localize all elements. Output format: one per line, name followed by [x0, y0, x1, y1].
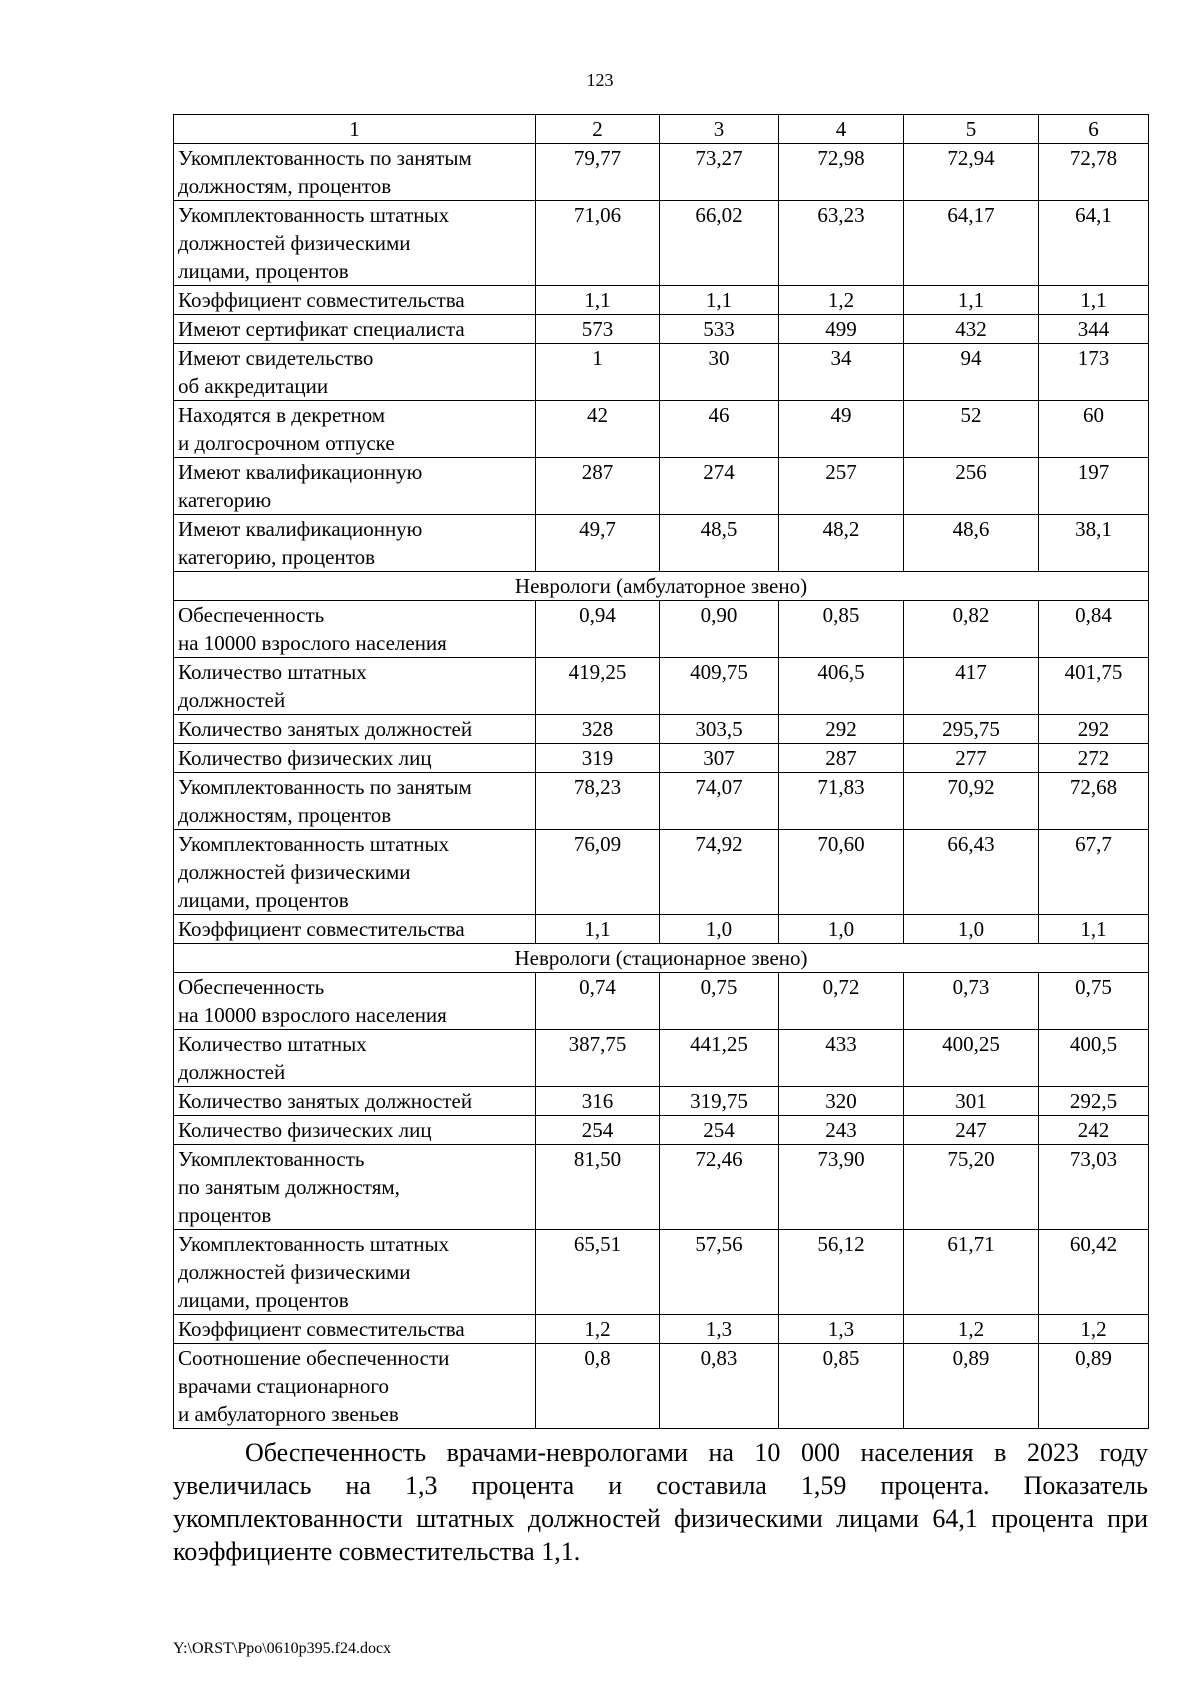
row-label-line: процентов — [178, 1203, 272, 1227]
row-label-line: Имеют свидетельство — [178, 346, 374, 370]
table-row — [174, 401, 1149, 458]
table-cell: 57,56 — [660, 1230, 779, 1315]
row-label — [174, 201, 536, 286]
table-cell: 1,2 — [536, 1315, 660, 1344]
table-cell: 52 — [904, 401, 1039, 458]
table-cell: 303,5 — [660, 715, 779, 744]
table-cell: 441,25 — [660, 1030, 779, 1087]
row-label-line: Количество физических лиц — [178, 1118, 432, 1142]
table-cell: 1,1 — [1039, 915, 1149, 944]
row-label-line: Укомплектованность — [178, 1147, 365, 1171]
table-cell: 0,94 — [536, 601, 660, 658]
table-cell: 0,85 — [779, 1344, 904, 1429]
table-cell: 56,12 — [779, 1230, 904, 1315]
table-cell: 433 — [779, 1030, 904, 1087]
table-cell: 573 — [536, 315, 660, 344]
table-cell: 319,75 — [660, 1087, 779, 1116]
table-cell: 272 — [1039, 744, 1149, 773]
row-label-line: и долгосрочном отпуске — [178, 431, 395, 455]
table-cell: 400,25 — [904, 1030, 1039, 1087]
table-row — [174, 458, 1149, 515]
table-cell: 78,23 — [536, 773, 660, 830]
table-cell: 34 — [779, 344, 904, 401]
table-cell: 72,46 — [660, 1145, 779, 1230]
table-row — [174, 286, 1149, 315]
row-label-line: Обеспеченность — [178, 975, 325, 999]
table-cell: 533 — [660, 315, 779, 344]
table-row — [174, 1315, 1149, 1344]
table-row — [174, 973, 1149, 1030]
row-label-line: Количество занятых должностей — [178, 717, 473, 741]
table-cell: 49 — [779, 401, 904, 458]
section-title: Неврологи (стационарное звено) — [174, 944, 1149, 973]
row-label-line: Количество физических лиц — [178, 746, 432, 770]
table-cell: 320 — [779, 1087, 904, 1116]
row-label-line: Имеют сертификат специалиста — [178, 317, 465, 341]
table-row — [174, 1030, 1149, 1087]
table-cell: 387,75 — [536, 1030, 660, 1087]
table-cell: 499 — [779, 315, 904, 344]
table-cell: 1,1 — [536, 915, 660, 944]
table-cell: 1,2 — [904, 1315, 1039, 1344]
column-header: 3 — [660, 115, 779, 144]
row-label-line: должностям, процентов — [178, 803, 392, 827]
row-label-line: должностей — [178, 1060, 286, 1084]
row-label-line: Коэффициент совместительства — [178, 1317, 465, 1341]
page-number: 123 — [586, 70, 614, 90]
table-cell: 81,50 — [536, 1145, 660, 1230]
table-cell: 70,60 — [779, 830, 904, 915]
column-header: 4 — [779, 115, 904, 144]
table-cell: 419,25 — [536, 658, 660, 715]
table-cell: 287 — [536, 458, 660, 515]
row-label-line: лицами, процентов — [178, 1288, 349, 1312]
table-cell: 307 — [660, 744, 779, 773]
table-cell: 60,42 — [1039, 1230, 1149, 1315]
table-cell: 67,7 — [1039, 830, 1149, 915]
table-cell: 197 — [1039, 458, 1149, 515]
table-cell: 0,83 — [660, 1344, 779, 1429]
table-cell: 1,0 — [779, 915, 904, 944]
table-cell: 94 — [904, 344, 1039, 401]
row-label — [174, 601, 536, 658]
table-cell: 406,5 — [779, 658, 904, 715]
row-label — [174, 1315, 536, 1344]
table-cell: 48,5 — [660, 515, 779, 572]
table-cell: 0,89 — [904, 1344, 1039, 1429]
table-cell: 417 — [904, 658, 1039, 715]
row-label — [174, 744, 536, 773]
table-cell: 400,5 — [1039, 1030, 1149, 1087]
table-row — [174, 773, 1149, 830]
table-cell: 274 — [660, 458, 779, 515]
column-header: 6 — [1039, 115, 1149, 144]
table-row — [174, 658, 1149, 715]
table-cell: 287 — [779, 744, 904, 773]
table-cell: 66,02 — [660, 201, 779, 286]
table-cell: 61,71 — [904, 1230, 1039, 1315]
table-cell: 74,92 — [660, 830, 779, 915]
table-cell: 70,92 — [904, 773, 1039, 830]
row-label — [174, 715, 536, 744]
table-cell: 73,90 — [779, 1145, 904, 1230]
table-cell: 0,75 — [660, 973, 779, 1030]
table-row — [174, 715, 1149, 744]
table-cell: 1,3 — [779, 1315, 904, 1344]
row-label — [174, 658, 536, 715]
table-header-row — [174, 115, 1149, 144]
table-cell: 0,8 — [536, 1344, 660, 1429]
table-cell: 247 — [904, 1116, 1039, 1145]
table-cell: 75,20 — [904, 1145, 1039, 1230]
table-row — [174, 144, 1149, 201]
table-cell: 71,06 — [536, 201, 660, 286]
table-cell: 344 — [1039, 315, 1149, 344]
table-cell: 72,68 — [1039, 773, 1149, 830]
table-row — [174, 601, 1149, 658]
row-label-line: на 10000 взрослого населения — [178, 631, 447, 655]
table-cell: 1,0 — [904, 915, 1039, 944]
table-cell: 1,2 — [779, 286, 904, 315]
table-row — [174, 1145, 1149, 1230]
table-cell: 64,1 — [1039, 201, 1149, 286]
table-cell: 0,89 — [1039, 1344, 1149, 1429]
row-label — [174, 286, 536, 315]
table-cell: 63,23 — [779, 201, 904, 286]
column-header: 1 — [174, 115, 536, 144]
row-label-line: Имеют квалификационную — [178, 517, 423, 541]
table-cell: 0,82 — [904, 601, 1039, 658]
row-label-line: Находятся в декретном — [178, 403, 386, 427]
column-header: 5 — [904, 115, 1039, 144]
row-label-line: должностям, процентов — [178, 174, 392, 198]
table-cell: 301 — [904, 1087, 1039, 1116]
table-row — [174, 201, 1149, 286]
table-cell: 1,2 — [1039, 1315, 1149, 1344]
table-cell: 71,83 — [779, 773, 904, 830]
row-label-line: Количество занятых должностей — [178, 1089, 473, 1113]
table-cell: 1,1 — [904, 286, 1039, 315]
row-label-line: Количество штатных — [178, 1032, 367, 1056]
table-cell: 1,1 — [1039, 286, 1149, 315]
table-cell: 0,90 — [660, 601, 779, 658]
table-cell: 42 — [536, 401, 660, 458]
table-cell: 1,1 — [660, 286, 779, 315]
table-cell: 1,0 — [660, 915, 779, 944]
row-label-line: врачами стационарного — [178, 1374, 389, 1398]
table-cell: 257 — [779, 458, 904, 515]
row-label — [174, 144, 536, 201]
section-row — [174, 944, 1149, 973]
table-cell: 316 — [536, 1087, 660, 1116]
table-cell: 254 — [660, 1116, 779, 1145]
table-cell: 328 — [536, 715, 660, 744]
row-label — [174, 973, 536, 1030]
summary-paragraph: Обеспеченность врачами-неврологами на 10 000 населения в 2023 году увеличилась на 1,3 процента и составила 1,59 процента. Показатель укомплектованности штатных должностей физическими лицами 64,1 процента при коэффициенте совместительства 1,1. — [173, 1438, 1148, 1566]
table-cell: 292 — [779, 715, 904, 744]
table-cell: 72,98 — [779, 144, 904, 201]
table-cell: 0,72 — [779, 973, 904, 1030]
table-cell: 72,94 — [904, 144, 1039, 201]
row-label-line: Обеспеченность — [178, 603, 325, 627]
row-label-line: Соотношение обеспеченности — [178, 1346, 450, 1370]
table-cell: 173 — [1039, 344, 1149, 401]
table-row — [174, 1116, 1149, 1145]
row-label-line: Имеют квалификационную — [178, 460, 423, 484]
table-cell: 254 — [536, 1116, 660, 1145]
table-cell: 46 — [660, 401, 779, 458]
table-cell: 243 — [779, 1116, 904, 1145]
table-cell: 256 — [904, 458, 1039, 515]
table-cell: 0,85 — [779, 601, 904, 658]
row-label-line: должностей физическими — [178, 231, 411, 255]
table-cell: 0,74 — [536, 973, 660, 1030]
table-row — [174, 744, 1149, 773]
row-label — [174, 915, 536, 944]
row-label-line: Укомплектованность штатных — [178, 1232, 450, 1256]
row-label — [174, 773, 536, 830]
table-cell: 1,1 — [536, 286, 660, 315]
table-cell: 1 — [536, 344, 660, 401]
table-row — [174, 830, 1149, 915]
row-label-line: должностей физическими — [178, 860, 411, 884]
row-label-line: и амбулаторного звеньев — [178, 1402, 399, 1426]
staffing-table — [173, 114, 1149, 1429]
row-label — [174, 1030, 536, 1087]
row-label — [174, 315, 536, 344]
table-cell: 60 — [1039, 401, 1149, 458]
row-label-line: Укомплектованность по занятым — [178, 146, 472, 170]
row-label-line: категорию — [178, 488, 272, 512]
table-cell: 72,78 — [1039, 144, 1149, 201]
table-cell: 48,6 — [904, 515, 1039, 572]
table-cell: 1,3 — [660, 1315, 779, 1344]
table-cell: 76,09 — [536, 830, 660, 915]
row-label — [174, 830, 536, 915]
row-label-line: лицами, процентов — [178, 888, 349, 912]
table-row — [174, 1230, 1149, 1315]
table-row — [174, 344, 1149, 401]
table-cell: 38,1 — [1039, 515, 1149, 572]
row-label — [174, 1145, 536, 1230]
table-cell: 73,27 — [660, 144, 779, 201]
table-cell: 49,7 — [536, 515, 660, 572]
table-cell: 0,73 — [904, 973, 1039, 1030]
table-cell: 0,75 — [1039, 973, 1149, 1030]
table-cell: 409,75 — [660, 658, 779, 715]
table-cell: 64,17 — [904, 201, 1039, 286]
section-title: Неврологи (амбулаторное звено) — [174, 572, 1149, 601]
row-label-line: об аккредитации — [178, 374, 329, 398]
row-label — [174, 1116, 536, 1145]
row-label — [174, 344, 536, 401]
table-cell: 292 — [1039, 715, 1149, 744]
row-label-line: Коэффициент совместительства — [178, 288, 465, 312]
table-cell: 292,5 — [1039, 1087, 1149, 1116]
row-label-line: категорию, процентов — [178, 545, 376, 569]
row-label-line: должностей — [178, 688, 286, 712]
table-cell: 319 — [536, 744, 660, 773]
table-cell: 66,43 — [904, 830, 1039, 915]
table-row — [174, 515, 1149, 572]
table-cell: 277 — [904, 744, 1039, 773]
table-cell: 242 — [1039, 1116, 1149, 1145]
table-cell: 0,84 — [1039, 601, 1149, 658]
row-label-line: Укомплектованность штатных — [178, 203, 450, 227]
section-row — [174, 572, 1149, 601]
row-label — [174, 515, 536, 572]
row-label — [174, 458, 536, 515]
column-header: 2 — [536, 115, 660, 144]
table-cell: 295,75 — [904, 715, 1039, 744]
row-label — [174, 401, 536, 458]
row-label — [174, 1344, 536, 1429]
table-cell: 65,51 — [536, 1230, 660, 1315]
row-label-line: на 10000 взрослого населения — [178, 1003, 447, 1027]
table-cell: 74,07 — [660, 773, 779, 830]
row-label-line: Укомплектованность штатных — [178, 832, 450, 856]
table-row — [174, 915, 1149, 944]
row-label-line: по занятым должностям, — [178, 1175, 400, 1199]
row-label-line: Укомплектованность по занятым — [178, 775, 472, 799]
row-label-line: Количество штатных — [178, 660, 367, 684]
row-label — [174, 1230, 536, 1315]
footer-file-path: Y:\ORST\Ppo\0610p395.f24.docx — [173, 1640, 392, 1657]
row-label-line: лицами, процентов — [178, 259, 349, 283]
row-label — [174, 1087, 536, 1116]
table-cell: 432 — [904, 315, 1039, 344]
table-cell: 73,03 — [1039, 1145, 1149, 1230]
row-label-line: должностей физическими — [178, 1260, 411, 1284]
table-row — [174, 315, 1149, 344]
table-cell: 48,2 — [779, 515, 904, 572]
table-row — [174, 1087, 1149, 1116]
table-row — [174, 1344, 1149, 1429]
table-cell: 79,77 — [536, 144, 660, 201]
table-cell: 30 — [660, 344, 779, 401]
row-label-line: Коэффициент совместительства — [178, 917, 465, 941]
table-cell: 401,75 — [1039, 658, 1149, 715]
